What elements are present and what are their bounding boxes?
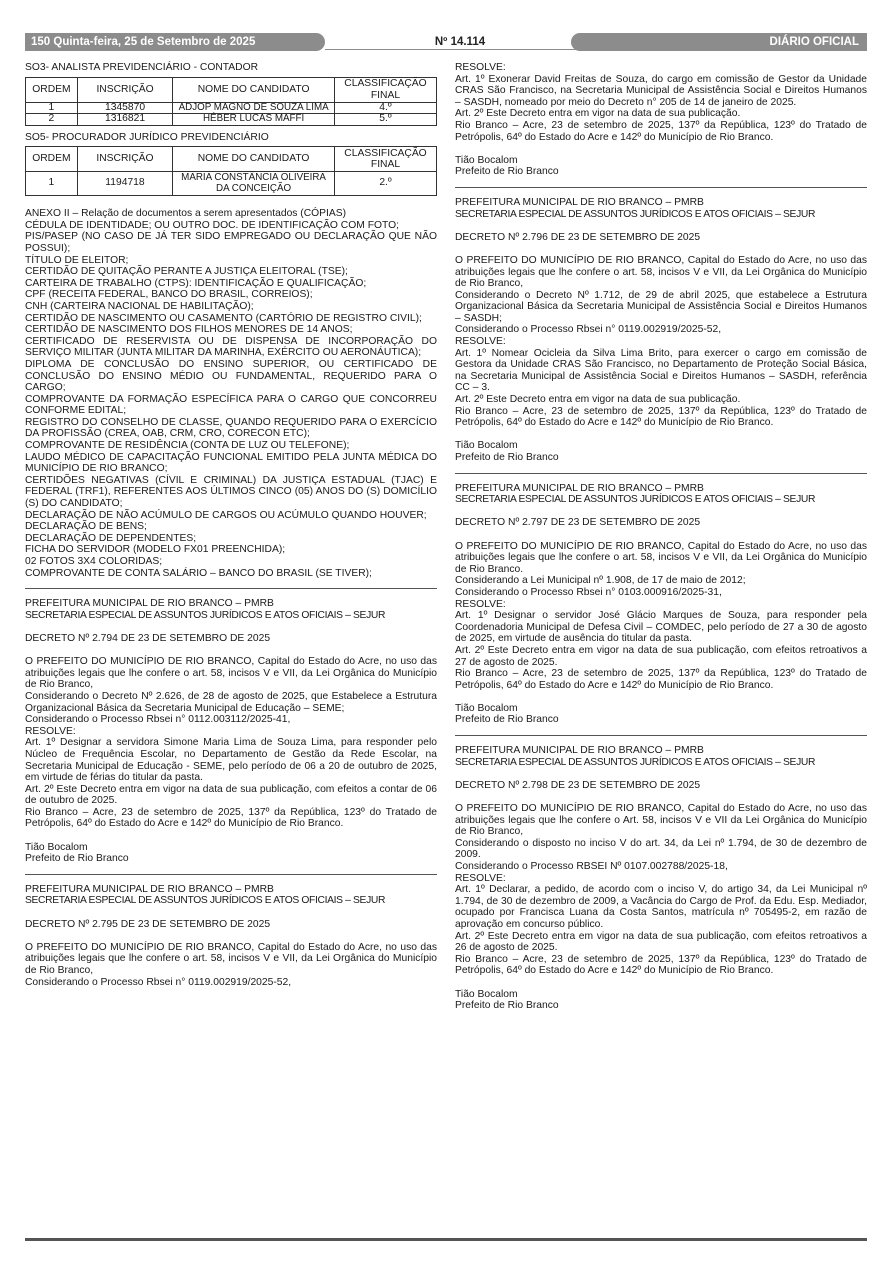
decree-paragraph: RESOLVE:: [455, 62, 506, 73]
table-row: [26, 172, 437, 196]
section-divider: [455, 187, 867, 188]
table-cell: 1: [26, 102, 78, 114]
org-name: PREFEITURA MUNICIPAL DE RIO BRANCO – PMRB: [455, 745, 704, 757]
list-item: PIS/PASEP (NO CASO DE JÁ TER SIDO EMPREGADO OU DECLARAÇÃO QUE NÃO POSSUI);: [25, 231, 437, 254]
decree-paragraph: Rio Branco – Acre, 23 de setembro de 2025, 137º da República, 123º do Tratado de Petrópolis, 64º do Estado do Acre e 142º do Município de Rio Branco.: [455, 668, 867, 691]
signer-role: Prefeito de Rio Branco: [455, 452, 559, 463]
decree-2798: [455, 745, 867, 1012]
list-item: 02 FOTOS 3X4 COLORIDAS;: [25, 556, 163, 567]
decree-title: DECRETO Nº 2.797 DE 23 DE SETEMBRO DE 2025: [455, 517, 701, 529]
table-row: [26, 114, 437, 126]
signer-name: Tião Bocalom: [455, 988, 518, 1000]
left-column: [25, 62, 437, 988]
candidates-table-so5: [25, 146, 437, 196]
table-cell: 4.º: [334, 102, 436, 114]
table-cell: HÉBER LUCAS MAFFI: [173, 114, 335, 126]
list-item: DIPLOMA DE CONCLUSÃO DO ENSINO SUPERIOR, OU CERTIFICADO DE CONCLUSÃO DO ENSINO MÉDIO OU FUNDAMENTAL, REQUERIDO PARA O CARGO;: [25, 358, 437, 394]
decree-paragraph: Considerando o Processo Rbsei n° 0119.002919/2025-52,: [25, 976, 292, 988]
decree-paragraph: O PREFEITO DO MUNICÍPIO DE RIO BRANCO, Capital do Estado do Acre, no uso das atribuições legais que lhe confere o Art. 58, incisos V e VII da Lei Orgânica do Município de Rio Branco,: [455, 803, 867, 838]
decree-paragraph: Rio Branco – Acre, 23 de setembro de 2025, 137º da República, 123º do Tratado de Petrópolis, 64º do Estado do Acre e 142º do Município de Rio Branco.: [455, 405, 867, 429]
decree-paragraph: Rio Branco – Acre, 23 de setembro de 2025, 137º da República, 123º do Tratado de Petrópolis, 64º do Estado do Acre e 142º do Município de Rio Branco.: [25, 806, 437, 830]
list-item: COMPROVANTE DE RESIDÊNCIA (CONTA DE LUZ OU TELEFONE);: [25, 440, 350, 452]
decree-paragraph: Considerando o Processo Rbsei n° 0119.002919/2025-52,: [455, 324, 722, 336]
table-cell: 1316821: [77, 114, 172, 126]
page-bottom-rule: [25, 1238, 867, 1241]
decree-paragraph: Art. 2º Este Decreto entra em vigor na data de sua publicação, com efeitos a contar de 06 de outubro de 2025.: [25, 783, 437, 807]
column-header: ORDEM: [26, 147, 78, 172]
org-name: PREFEITURA MUNICIPAL DE RIO BRANCO – PMRB: [25, 883, 274, 895]
decree-paragraph: Art. 1º Designar a servidora Simone Maria Lima de Souza Lima, para responder pelo Núcleo de Frequência Escolar, no Departamento de Gestão da Rede Escolar, na Secretaria Municipal de Educação - SEME, pelo período de 06 a 20 de outubro de 2025, em virtude de férias do titular da pasta.: [25, 737, 437, 784]
candidates-table-so3: [25, 77, 437, 126]
decree-paragraph: Art. 1º Declarar, a pedido, de acordo com o inciso V, do artigo 34, da Lei Municipal nº 1.794, de 30 de dezembro de 2009, a Vacância do Cargo de Prof. da Edu. Esp. Mediador, ocupado por Francisca Luana da Costa Santos, matrícula nº 705495-2, em razão de aprovação em concurso público.: [455, 884, 867, 930]
column-header: CLASSIFICAÇÃO FINAL: [335, 147, 437, 172]
list-item: CERTIDÃO DE QUITAÇÃO PERANTE A JUSTIÇA ELEITORAL (TSE);: [25, 266, 348, 278]
signer-name: Tião Bocalom: [25, 841, 88, 853]
list-item: CÉDULA DE IDENTIDADE; OU OUTRO DOC. DE IDENTIFICAÇÃO COM FOTO;: [25, 219, 399, 231]
decree-paragraph: Art. 2º Este Decreto entra em vigor na data de sua publicação, com efeitos retroativos a 26 de agosto de 2025.: [455, 930, 867, 954]
list-item: REGISTRO DO CONSELHO DE CLASSE, QUANDO REQUERIDO PARA O EXERCÍCIO DA PROFISSÃO (CREA, OAB, CRM, CRO, CORECON ETC);: [25, 416, 437, 440]
column-header: INSCRIÇÃO: [77, 147, 172, 172]
page-header: [25, 33, 867, 51]
column-header: NOME DO CANDIDATO: [173, 77, 335, 102]
list-item: LAUDO MÉDICO DE CAPACITAÇÃO FUNCIONAL EMITIDO PELA JUNTA MÉDICA DO MUNICÍPIO DE RIO BRANCO;: [25, 451, 437, 475]
table-cell: 5.º: [334, 114, 436, 126]
decree-paragraph: Rio Branco – Acre, 23 de setembro de 2025, 137º da República, 123º do Tratado de Petrópolis, 64º do Estado do Acre e 142º do Município de Rio Branco.: [455, 119, 867, 143]
page-number-date: 150 Quinta-feira, 25 de Setembro de 2025: [25, 33, 325, 51]
table-cell: 2: [26, 114, 78, 126]
decree-title: DECRETO Nº 2.795 DE 23 DE SETEMBRO DE 2025: [25, 918, 271, 930]
list-item: DECLARAÇÃO DE NÃO ACÚMULO DE CARGOS OU ACÚMULO QUANDO HOUVER;: [25, 509, 427, 521]
table-cell: 2.º: [335, 172, 437, 196]
decree-paragraph: Considerando o Decreto Nº 2.626, de 28 de agosto de 2025, que Estabelece a Estrutura Organizacional Básica da Secretaria Municipal de Educação – SEME;: [25, 690, 437, 714]
decree-paragraph: Art. 1º Designar o servidor José Glácio Marques de Souza, para responder pela Coordenadoria Municipal de Defesa Civil – COMDEC, pelo período de 27 a 30 de agosto de 2025, em virtude de ausência do titular da pasta.: [455, 610, 867, 645]
column-header: ORDEM: [26, 77, 78, 102]
org-secretariat: SECRETARIA ESPECIAL DE ASSUNTOS JURÍDICOS E ATOS OFICIAIS – SEJUR: [455, 208, 816, 220]
annex-heading: ANEXO II – Relação de documentos a serem apresentados (CÓPIAS): [25, 208, 347, 220]
decree-paragraph: Considerando o Processo Rbsei n° 0103.000916/2025-31,: [455, 586, 722, 598]
decree-paragraph: Considerando o Decreto Nº 1.712, de 29 de abril 2025, que estabelece a Estrutura Organizacional Básica da Secretaria Municipal de Assistência Social e Direitos Humanos – SASDH;: [455, 289, 867, 324]
decree-paragraph: RESOLVE:: [455, 336, 506, 348]
decree-paragraph: Rio Branco – Acre, 23 de setembro de 2025, 137º da República, 123º do Tratado de Petrópolis, 64º do Estado do Acre e 142º do Município de Rio Branco.: [455, 953, 867, 977]
section-divider: [25, 588, 437, 589]
list-item: DECLARAÇÃO DE BENS;: [25, 521, 147, 533]
column-header: INSCRIÇÃO: [77, 77, 172, 102]
list-item: CNH (CARTEIRA NACIONAL DE HABILITAÇÃO);: [25, 300, 254, 312]
table-cell: 1345870: [77, 102, 172, 114]
signer-role: Prefeito de Rio Branco: [25, 853, 129, 865]
list-item: CERTIFICADO DE RESERVISTA OU DE DISPENSA DE INCORPORAÇÃO DO SERVIÇO MILITAR (JUNTA MILITAR DA MARINHA, EXÉRCITO OU AERONÁUTICA);: [25, 335, 437, 359]
org-secretariat: SECRETARIA ESPECIAL DE ASSUNTOS JURÍDICOS E ATOS OFICIAIS – SEJUR: [455, 756, 816, 768]
decree-title: DECRETO Nº 2.794 DE 23 DE SETEMBRO DE 2025: [25, 632, 271, 644]
column-header: NOME DO CANDIDATO: [173, 147, 335, 172]
org-name: PREFEITURA MUNICIPAL DE RIO BRANCO – PMRB: [25, 598, 274, 610]
org-secretariat: SECRETARIA ESPECIAL DE ASSUNTOS JURÍDICOS E ATOS OFICIAIS – SEJUR: [455, 494, 816, 506]
decree-title: DECRETO Nº 2.796 DE 23 DE SETEMBRO DE 2025: [455, 231, 701, 243]
decree-paragraph: Art. 2º Este Decreto entra em vigor na data de sua publicação, com efeitos retroativos a 27 de agosto de 2025.: [455, 644, 867, 668]
decree-paragraph: RESOLVE:: [455, 872, 506, 884]
issue-number: Nº 14.114: [325, 33, 595, 51]
decree-paragraph: Art. 1º Exonerar David Freitas de Souza, do cargo em comissão de Gestor da Unidade CRAS São Francisco, na Secretaria Municipal de Assistência Social e Direitos Humanos – SASDH, nomeado por meio do Decreto n° 205 de 14 de janeiro de 2025.: [455, 73, 867, 108]
section-divider: [25, 874, 437, 875]
signer-role: Prefeito de Rio Branco: [455, 166, 559, 178]
decree-paragraph: Considerando o disposto no inciso V do art. 34, da Lei nº 1.794, de 30 de dezembro de 2009.: [455, 837, 867, 861]
list-item: CERTIDÕES NEGATIVAS (CÍVIL E CRIMINAL) DA JUSTIÇA ESTADUAL (TJAC) E FEDERAL (TRF1), REFERENTES AOS ÚLTIMOS CINCO (05) ANOS DO (S) DOMICÍLIO (S) DO CANDIDATO;: [25, 474, 437, 510]
list-item: CERTIDÃO DE NASCIMENTO OU CASAMENTO (CARTÓRIO DE REGISTRO CIVIL);: [25, 312, 422, 324]
list-item: CPF (RECEITA FEDERAL, BANCO DO BRASIL, CORREIOS);: [25, 289, 313, 301]
signer-role: Prefeito de Rio Branco: [455, 714, 559, 726]
org-secretariat: SECRETARIA ESPECIAL DE ASSUNTOS JURÍDICOS E ATOS OFICIAIS – SEJUR: [25, 609, 386, 621]
signer-name: Tião Bocalom: [455, 702, 518, 714]
decree-paragraph: O PREFEITO DO MUNICÍPIO DE RIO BRANCO, Capital do Estado do Acre, no uso das atribuições legais que lhe confere o art. 58, incisos V e VII, da Lei Orgânica do Município de Rio Branco,: [25, 941, 437, 976]
table-cell: ADJOP MAGNO DE SOUZA LIMA: [173, 102, 335, 114]
decree-paragraph: Considerando a Lei Municipal nº 1.908, de 17 de maio de 2012;: [455, 575, 746, 587]
decree-title: DECRETO Nº 2.798 DE 23 DE SETEMBRO DE 2025: [455, 779, 701, 791]
table-header-row: [26, 77, 437, 102]
decree-paragraph: RESOLVE:: [25, 725, 76, 737]
table-row: [26, 102, 437, 114]
decree-paragraph: O PREFEITO DO MUNICÍPIO DE RIO BRANCO, Capital do Estado do Acre, no uso das atribuições legais que lhe confere o art. 58, incisos V e VII, da Lei Orgânica do Município de Rio Branco,: [25, 656, 437, 691]
table-title: SO5- PROCURADOR JURÍDICO PREVIDENCIÁRIO: [25, 131, 269, 143]
decree-2796: [455, 197, 867, 464]
decree-paragraph: O PREFEITO DO MUNICÍPIO DE RIO BRANCO, Capital do Estado do Acre, no uso das atribuições legais que lhe confere o art. 58, incisos V e VII, da Lei Orgânica do Município de Rio Branco.: [455, 540, 867, 575]
table-cell: MARIA CONSTÂNCIA OLIVEIRA DA CONCEIÇÃO: [173, 172, 335, 196]
signer-name: Tião Bocalom: [455, 440, 518, 452]
right-column: [455, 62, 867, 1012]
list-item: TÍTULO DE ELEITOR;: [25, 254, 129, 266]
decree-paragraph: Art. 1º Nomear Ocicleia da Silva Lima Brito, para exercer o cargo em comissão de Gestora da Unidade CRAS São Francisco, no Departamento de Proteção Social Básica, na Secretaria Municipal de Assistência Social e Direitos Humanos – SASDH, referência CC – 3.: [455, 347, 867, 394]
list-item: CARTEIRA DE TRABALHO (CTPS): IDENTIFICAÇÃO E QUALIFICAÇÃO;: [25, 277, 367, 289]
decree-paragraph: Considerando o Processo RBSEI Nº 0107.002788/2025-18,: [455, 861, 728, 872]
annex-document-list: [25, 208, 437, 579]
decree-paragraph: Considerando o Processo Rbsei n° 0112.003112/2025-41,: [25, 714, 291, 726]
publication-title: DIÁRIO OFICIAL: [571, 33, 867, 51]
column-header: CLASSIFICAÇÃO FINAL: [334, 77, 436, 102]
decree-2797: [455, 483, 867, 726]
decree-paragraph: Art. 2º Este Decreto entra em vigor na data de sua publicação.: [455, 394, 741, 406]
decree-2795-continued: [455, 62, 867, 178]
section-divider: [455, 735, 867, 736]
org-name: PREFEITURA MUNICIPAL DE RIO BRANCO – PMRB: [455, 482, 704, 494]
decree-paragraph: O PREFEITO DO MUNICÍPIO DE RIO BRANCO, Capital do Estado do Acre, no uso das atribuições legais que lhe confere o art. 58, incisos V e VII, da Lei Orgânica do Município de Rio Branco,: [455, 254, 867, 290]
signer-name: Tião Bocalom: [455, 154, 518, 166]
decree-paragraph: Art. 2º Este Decreto entra em vigor na data de sua publicação.: [455, 108, 741, 120]
signer-role: Prefeito de Rio Branco: [455, 1000, 559, 1012]
list-item: DECLARAÇÃO DE DEPENDENTES;: [25, 532, 197, 544]
table-cell: 1: [26, 172, 78, 196]
list-item: COMPROVANTE DE CONTA SALÁRIO – BANCO DO BRASIL (SE TIVER);: [25, 567, 372, 579]
table-cell: 1194718: [77, 172, 172, 196]
list-item: FICHA DO SERVIDOR (MODELO FX01 PREENCHIDA);: [25, 544, 286, 556]
section-divider: [455, 473, 867, 474]
list-item: CERTIDÃO DE NASCIMENTO DOS FILHOS MENORES DE 14 ANOS;: [25, 324, 353, 336]
org-name: PREFEITURA MUNICIPAL DE RIO BRANCO – PMRB: [455, 196, 704, 208]
decree-2795: [25, 884, 437, 988]
list-item: COMPROVANTE DA FORMAÇÃO ESPECÍFICA PARA O CARGO QUE CONCORREU CONFORME EDITAL;: [25, 393, 437, 417]
table-header-row: [26, 147, 437, 172]
decree-paragraph: RESOLVE:: [455, 598, 506, 610]
decree-2794: [25, 598, 437, 865]
org-secretariat: SECRETARIA ESPECIAL DE ASSUNTOS JURÍDICOS E ATOS OFICIAIS – SEJUR: [25, 895, 386, 907]
table-title: SO3- ANALISTA PREVIDENCIÁRIO - CONTADOR: [25, 62, 259, 73]
